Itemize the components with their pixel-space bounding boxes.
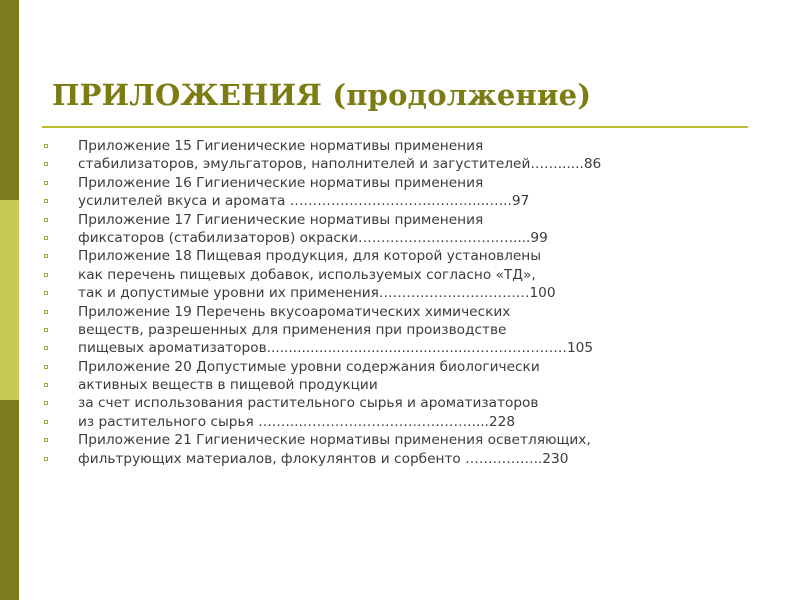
list-item: [44, 211, 601, 229]
square-bullet-icon: [44, 162, 48, 166]
list-item: [44, 339, 601, 357]
square-bullet-icon: [44, 328, 48, 332]
list-item-text: Приложение 20 Допустимые уровни содержания биологически: [78, 358, 540, 375]
list-item-text: фиксаторов (стабилизаторов) окраски…………………………….....99: [78, 229, 548, 246]
square-bullet-icon: [44, 273, 48, 277]
square-bullet-icon: [44, 420, 48, 424]
list-item: [44, 284, 601, 302]
sidebar-segment-dark: [0, 400, 19, 600]
slide-title: ПРИЛОЖЕНИЯ (продолжение): [52, 78, 592, 112]
list-item-text: стабилизаторов, эмульгаторов, наполнителей и загустителей……......86: [78, 156, 602, 173]
list-item: [44, 266, 601, 284]
square-bullet-icon: [44, 346, 48, 350]
square-bullet-icon: [44, 310, 48, 314]
list-item-text: активных веществ в пищевой продукции: [78, 377, 378, 394]
list-item: [44, 376, 601, 394]
sidebar-segment-light: [0, 200, 19, 400]
list-item-text: веществ, разрешенных для применения при производстве: [78, 321, 507, 338]
list-item: [44, 155, 601, 173]
sidebar-segment-dark: [0, 0, 19, 200]
sidebar-decoration: [0, 0, 19, 600]
square-bullet-icon: [44, 144, 48, 148]
square-bullet-icon: [44, 236, 48, 240]
list-item: [44, 174, 601, 192]
list-item: [44, 229, 601, 247]
list-item: [44, 431, 601, 449]
square-bullet-icon: [44, 438, 48, 442]
square-bullet-icon: [44, 181, 48, 185]
square-bullet-icon: [44, 365, 48, 369]
list-item-text: за счет использования растительного сырья и ароматизаторов: [78, 395, 539, 412]
list-item-text: Приложение 19 Перечень вкусоароматических химических: [78, 303, 511, 320]
list-item-text: Приложение 18 Пищевая продукция, для которой установлены: [78, 248, 542, 265]
list-item: [44, 321, 601, 339]
square-bullet-icon: [44, 254, 48, 258]
square-bullet-icon: [44, 218, 48, 222]
square-bullet-icon: [44, 457, 48, 461]
list-item-text: как перечень пищевых добавок, используемых согласно «ТД»,: [78, 266, 536, 283]
list-item-text: Приложение 16 Гигиенические нормативы применения: [78, 174, 484, 191]
list-item-text: Приложение 17 Гигиенические нормативы применения: [78, 211, 484, 228]
square-bullet-icon: [44, 383, 48, 387]
list-item: [44, 450, 601, 468]
list-item-text: фильтрующих материалов, флокулянтов и сорбенто ……………..230: [78, 450, 569, 467]
list-item-text: так и допустимые уровни их применения……………………………100: [78, 285, 556, 302]
list-item: [44, 137, 601, 155]
square-bullet-icon: [44, 199, 48, 203]
square-bullet-icon: [44, 401, 48, 405]
list-item: [44, 413, 601, 431]
list-item: [44, 192, 601, 210]
title-underline: [42, 126, 748, 128]
list-item-text: Приложение 15 Гигиенические нормативы применения: [78, 138, 484, 154]
appendix-list: [44, 137, 601, 468]
list-item: [44, 303, 601, 321]
list-item: [44, 358, 601, 376]
list-item: [44, 247, 601, 265]
list-item-text: пищевых ароматизаторов...............................................…………………105: [78, 340, 594, 357]
list-item-text: Приложение 21 Гигиенические нормативы применения осветляющих,: [78, 432, 591, 449]
list-item-text: из растительного сырья ……....……………………………….....228: [78, 413, 516, 430]
square-bullet-icon: [44, 291, 48, 295]
list-item-text: усилителей вкуса и аромата ………………………………….....…..97: [78, 193, 530, 210]
list-item: [44, 394, 601, 412]
